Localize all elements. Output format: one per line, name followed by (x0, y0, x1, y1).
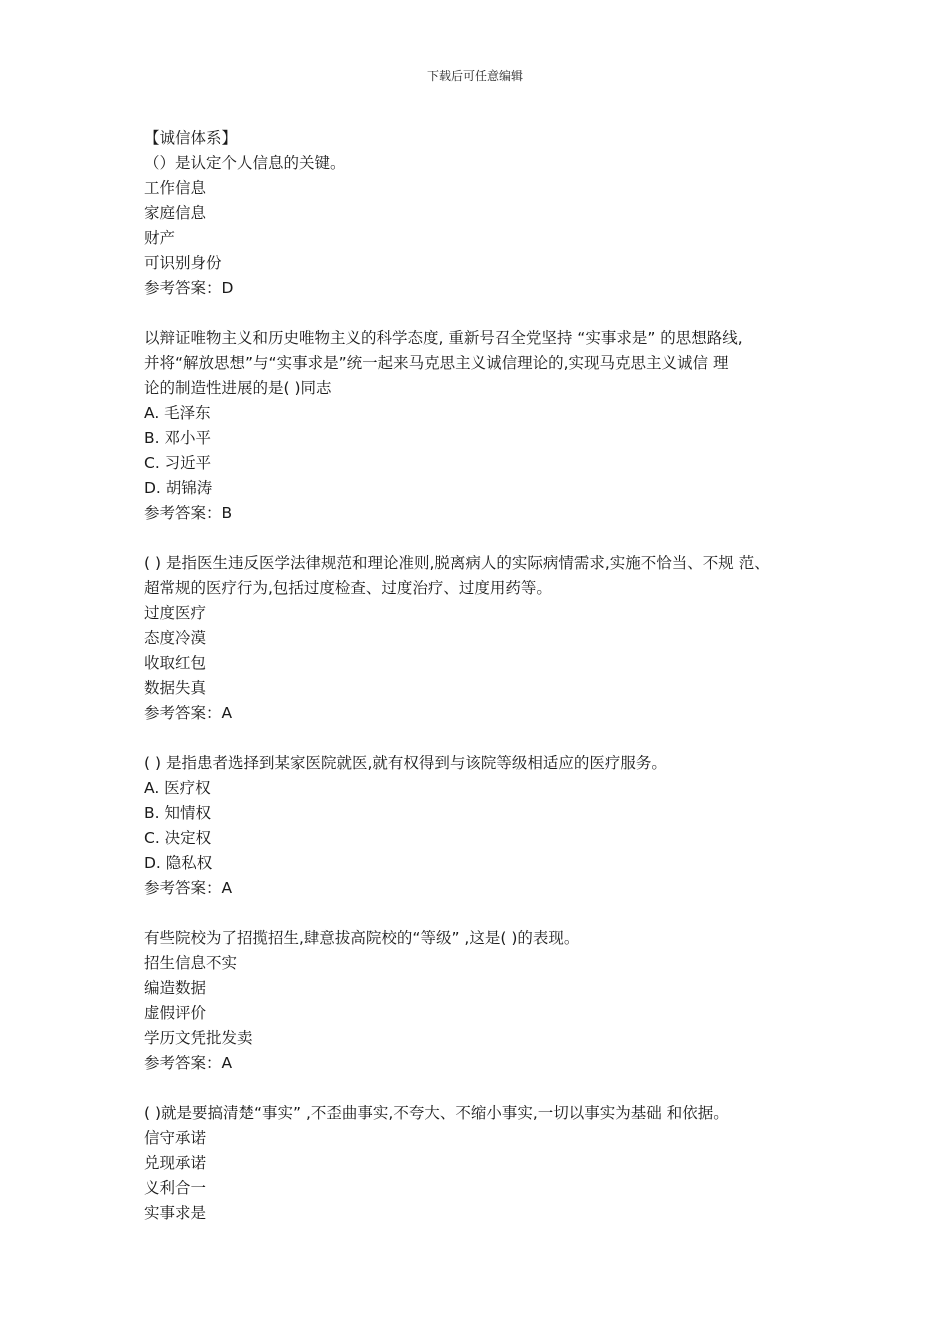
question-block (144, 926, 834, 1076)
question-text: 以辩证唯物主义和历史唯物主义的科学态度, 重新号召全党坚持 “实事求是” 的思想路线, (144, 329, 743, 347)
option: 虚假评价 (144, 1004, 207, 1022)
option: 义利合一 (144, 1179, 207, 1197)
option: C. 习近平 (144, 454, 212, 472)
option: 招生信息不实 (144, 954, 238, 972)
question-block (144, 751, 834, 901)
option: 收取红包 (144, 654, 207, 672)
question-block (144, 151, 834, 301)
option: 学历文凭批发卖 (144, 1029, 253, 1047)
option: 实事求是 (144, 1204, 207, 1222)
option: D. 胡锦涛 (144, 479, 213, 497)
option: 兑现承诺 (144, 1154, 207, 1172)
option: 编造数据 (144, 979, 207, 997)
question-text: （）是认定个人信息的关键。 (144, 154, 346, 172)
answer-text: 参考答案：A (144, 879, 233, 897)
question-text: ( ) 是指患者选择到某家医院就医,就有权得到与该院等级相适应的医疗服务。 (144, 754, 667, 772)
option: B. 知情权 (144, 804, 211, 822)
question-block (144, 326, 834, 526)
option: 信守承诺 (144, 1129, 207, 1147)
option: A. 医疗权 (144, 779, 211, 797)
answer-text: 参考答案：A (144, 1054, 233, 1072)
question-text: ( )就是要搞清楚“事实” ,不歪曲事实,不夸大、不缩小事实,一切以事实为基础 和依据。 (144, 1104, 729, 1122)
page-header: 下载后可任意编辑 (426, 69, 523, 83)
question-text: 超常规的医疗行为,包括过度检查、过度治疗、过度用药等。 (144, 579, 552, 597)
option: 态度冷漠 (144, 629, 207, 647)
option: C. 决定权 (144, 829, 212, 847)
option: D. 隐私权 (144, 854, 213, 872)
answer-text: 参考答案：A (144, 704, 233, 722)
question-block (144, 551, 834, 726)
option: 数据失真 (144, 679, 207, 697)
section-title: 【诚信体系】 (144, 129, 238, 147)
question-text: ( ) 是指医生违反医学法律规范和理论准则,脱离病人的实际病情需求,实施不恰当、不规 范、 (144, 554, 770, 572)
option: 财产 (144, 229, 176, 247)
answer-text: 参考答案：D (144, 279, 234, 297)
question-text: 论的制造性进展的是( )同志 (144, 379, 332, 397)
answer-text: 参考答案：B (144, 504, 233, 522)
option: A. 毛泽东 (144, 404, 211, 422)
option: 过度医疗 (144, 604, 207, 622)
question-text: 有些院校为了招揽招生,肆意拔高院校的“等级” ,这是( )的表现。 (144, 929, 580, 947)
question-block (144, 1101, 834, 1226)
option: 可识别身份 (144, 254, 222, 272)
question-text: 并将“解放思想”与“实事求是”统一起来马克思主义诚信理论的,实现马克思主义诚信 理 (144, 354, 729, 372)
option: B. 邓小平 (144, 429, 211, 447)
option: 家庭信息 (144, 204, 207, 222)
document-body (144, 126, 834, 1251)
option: 工作信息 (144, 179, 207, 197)
